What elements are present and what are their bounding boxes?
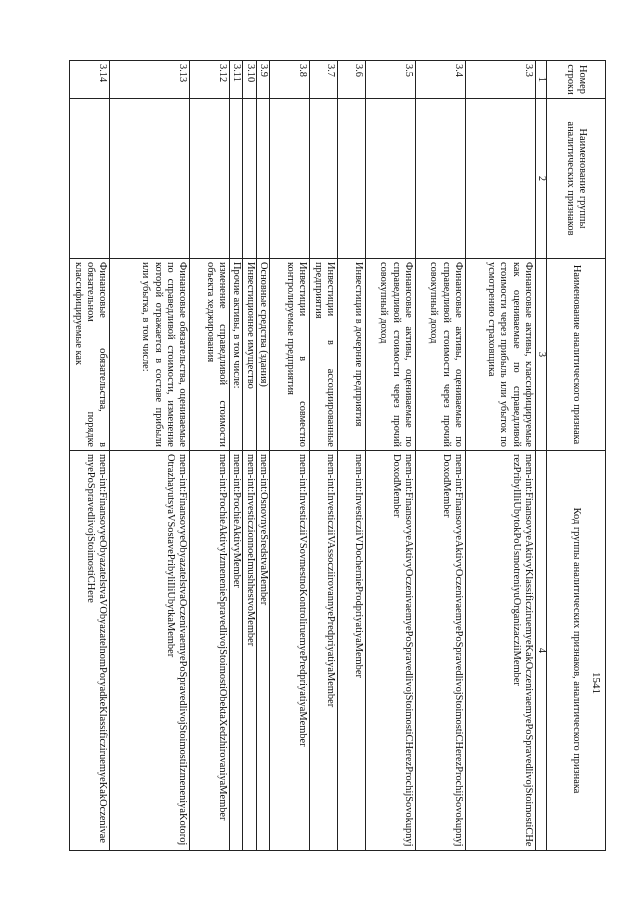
attribute-code: mem-int:FinansovyeAktivyKlassificziruemyeKakOczenivaemyePoSpravedlivojStoimostiCHerezPribylIliUbytokPoUsmotreniyuOrganizacziiMember [466,451,536,851]
group-name [310,99,338,259]
group-name [230,99,243,259]
attribute-name: Финансовые обязательства, оцениваемые по справедливой стоимости, изменение которой отражается в составе прибыли или убытка, в том числе: [110,259,190,451]
header-row-number: Номер строки [547,61,606,99]
attribute-code: mem-int:FinansovyeAktivyOczenivaemyePoSpravedlivojStoimostiCHerezProchijSovokupnyjDoxodMember [416,451,466,851]
row-number: 3.3 [466,61,536,99]
table-row [416,61,466,851]
attribute-code: mem-int:InvesticziiVSovmestnoKontroliruemyePredpriyatiyaMember [270,451,310,851]
table-row [466,61,536,851]
row-number: 3.8 [270,61,310,99]
analytic-features-table [69,60,606,851]
row-number: 3.12 [190,61,230,99]
attribute-code: mem-int:InvesticzionnoeImushhestvoMember [243,451,256,851]
attribute-code: mem-int:ProchieAktivyIzmenenieSpravedlivojStoimostiObektaXedzhirovaniyaMember [190,451,230,851]
table-row [256,61,269,851]
group-name [270,99,310,259]
attribute-name: Инвестиции в совместно контролируемые предприятия [270,259,310,451]
table-row [243,61,256,851]
group-name [466,99,536,259]
attribute-name: Инвестиции в дочерние предприятия [338,259,366,451]
attribute-name: Финансовые активы, классифицируемые как оцениваемые по справедливой стоимости через прибыль или убыток по усмотрению страховщика [466,259,536,451]
table-row [70,61,110,851]
row-number: 3.10 [243,61,256,99]
row-number: 3.5 [366,61,416,99]
row-number: 3.7 [310,61,338,99]
group-name [243,99,256,259]
row-number: 3.13 [110,61,190,99]
group-name [256,99,269,259]
row-number: 3.6 [338,61,366,99]
table-row [230,61,243,851]
table-row [310,61,338,851]
row-number: 3.11 [230,61,243,99]
attribute-code: mem-int:FinansovyeObyazatelstvaOczenivaemyePoSpravedlivojStoimostiIzmeneniyaKotorojOtrazhayutsyaVSostavePribyliIliUbytkaMember [110,451,190,851]
attribute-name: Финансовые обязательства, в обязательном порядке классифицируемые как [70,259,110,451]
attribute-name: Прочие активы, в том числе: [230,259,243,451]
attribute-code: mem-int:FinansovyeObyazatelstvaVObyazatelnomPoryadkeKlassificziruemyeKakOczenivaemyePoSpravedlivojStoimostiCHere [70,451,110,851]
attribute-name: Основные средства (здания) [256,259,269,451]
attribute-code: mem-int:FinansovyeAktivyOczenivaemyePoSpravedlivojStoimostiCHerezProchijSovokupnyjDoxodMember [366,451,416,851]
table-header-row [547,61,606,851]
column-number: 2 [536,99,547,259]
attribute-name: Инвестиции в ассоциированные предприятия [310,259,338,451]
attribute-code: mem-int:ProchieAktivyMember [230,451,243,851]
column-number: 1 [536,61,547,99]
page-number: 1541 [590,672,602,694]
attribute-name: Финансовые активы, оцениваемые по справедливой стоимости через прочий совокупный доход [366,259,416,451]
group-name [190,99,230,259]
row-number: 3.14 [70,61,110,99]
header-attribute-name: Наименование аналитического признака [547,259,606,451]
group-name [70,99,110,259]
attribute-code: mem-int:InvesticziiVAssocziirovannyePredpriyatiyaMember [310,451,338,851]
row-number: 3.9 [256,61,269,99]
table-row [270,61,310,851]
group-name [110,99,190,259]
column-number: 4 [536,451,547,851]
table-row [366,61,416,851]
attribute-name: Инвестиционное имущество [243,259,256,451]
header-group-name: Наименование группы аналитических признаков [547,99,606,259]
attribute-name: Финансовые активы, оцениваемые по справедливой стоимости через прочий совокупный доход [416,259,466,451]
column-number: 3 [536,259,547,451]
column-number-row [536,61,547,851]
table-row [338,61,366,851]
group-name [366,99,416,259]
group-name [338,99,366,259]
group-name [416,99,466,259]
header-code: Код группы аналитических признаков, аналитического признака [547,451,606,851]
table-row [110,61,190,851]
table-row [190,61,230,851]
attribute-name: изменение справедливой стоимости объекта хеджирования [190,259,230,451]
attribute-code: mem-int:OsnovnyeSredstvaMember [256,451,269,851]
row-number: 3.4 [416,61,466,99]
rotated-page [72,60,606,850]
attribute-code: mem-int:InvesticziiVDochernieProdpriyatiyaMember [338,451,366,851]
